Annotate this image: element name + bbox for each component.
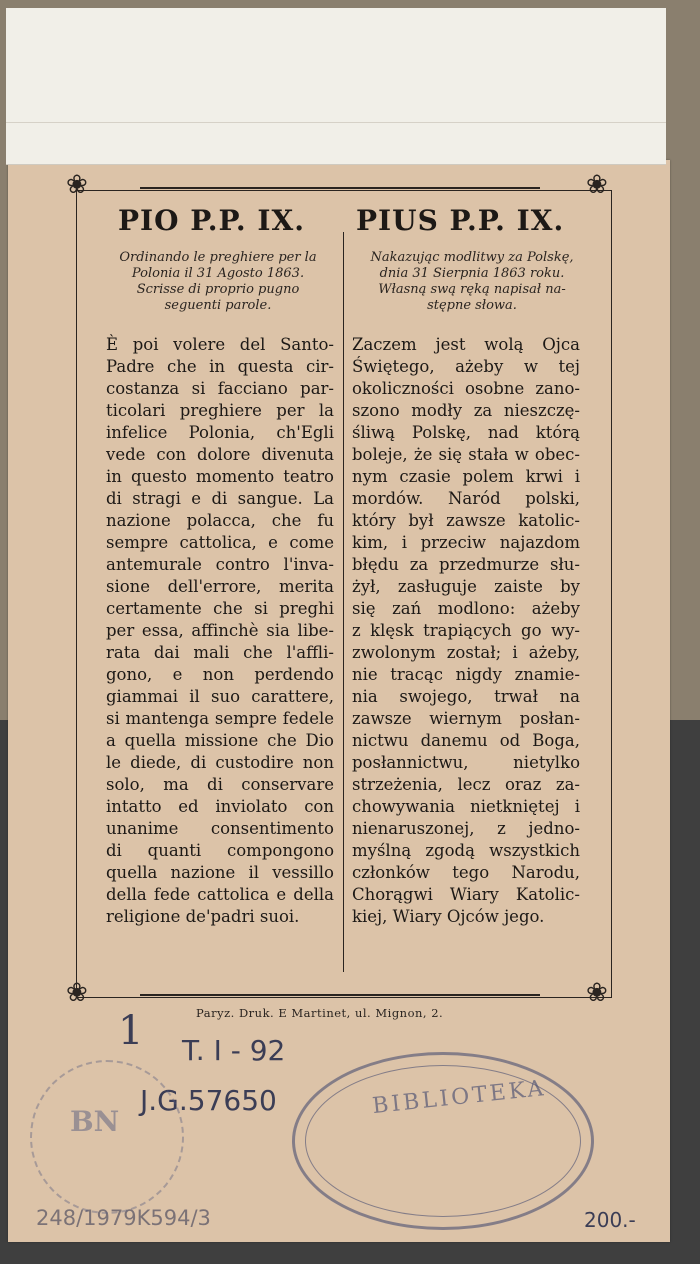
handwritten-catalog-number: 248/1979K594/3 xyxy=(36,1206,211,1230)
right-body-line: kiej, Wiary Ojców jego. xyxy=(352,907,545,926)
left-body-line: sempre cattolica, e come xyxy=(106,533,334,552)
bottom-rule xyxy=(140,994,540,996)
tape-crease xyxy=(6,122,666,123)
right-body-line: członków tego Narodu, xyxy=(352,863,580,882)
right-body-line: nienaruszonej, z jedno- xyxy=(352,819,580,838)
left-body-line: di quanti compongono xyxy=(106,841,334,860)
left-subtitle-line: seguenti parole. xyxy=(164,298,272,313)
right-body-line: Chorągwi Wiary Katolic- xyxy=(352,885,580,904)
right-body-line: mordów. Naród polski, xyxy=(352,489,580,508)
left-body-line: Padre che in questa cir- xyxy=(106,357,334,376)
right-body-line: posłannictwu, nietylko xyxy=(352,753,580,772)
left-body-line: costanza si facciano par- xyxy=(106,379,334,398)
right-body-line: szono modły za nieszczę- xyxy=(352,401,580,420)
left-body-line: È poi volere del Santo- xyxy=(106,335,334,354)
right-body-line: z klęsk trapiących go wy- xyxy=(352,621,580,640)
left-subtitle-line: Polonia il 31 Agosto 1863. xyxy=(131,266,305,281)
right-body-line: boleje, że się stała w obec- xyxy=(352,445,580,464)
left-body-line: rata dai mali che l'affli- xyxy=(106,643,334,662)
right-subtitle xyxy=(348,250,596,314)
right-subtitle-line: Nakazując modlitwy za Polskę, xyxy=(370,250,574,265)
library-oval-stamp xyxy=(292,1052,594,1230)
left-body-line: religione de'padri suoi. xyxy=(106,907,300,926)
right-body-line: który był zawsze katolic- xyxy=(352,511,580,530)
right-body-line: Zaczem jest wolą Ojca xyxy=(352,335,580,354)
handwritten-price: 200.- xyxy=(584,1208,636,1232)
right-body-line: nie tracąc nigdy znamie- xyxy=(352,665,580,684)
right-body-line: chowywania nietkniętej i xyxy=(352,797,580,816)
right-body-line: myślną zgodą wszystkich xyxy=(352,841,580,860)
right-subtitle-line: dnia 31 Sierpnia 1863 roku. xyxy=(379,266,565,281)
handwritten-shelfmark: T. I - 92 xyxy=(182,1034,286,1067)
left-body-line: per essa, affinchè sia libe- xyxy=(106,621,334,640)
top-rule xyxy=(140,187,540,189)
left-body-line: intatto ed inviolato con xyxy=(106,797,334,816)
left-body-line: nazione polacca, che fu xyxy=(106,511,334,530)
column-divider xyxy=(343,232,344,972)
left-body-line: della fede cattolica e della xyxy=(106,885,334,904)
left-body-line: antemurale contro l'inva- xyxy=(106,555,334,574)
left-body-line: sione dell'errore, merita xyxy=(106,577,334,596)
right-body-line: zwolonym został; i ażeby, xyxy=(352,643,580,662)
left-body-line: gono, e non perdendo xyxy=(106,665,334,684)
left-subtitle-line: Scrisse di proprio pugno xyxy=(136,282,300,297)
right-body-line: Świętego, ażeby w tej xyxy=(352,357,580,376)
right-body-line: się zań modlono: ażeby xyxy=(352,599,580,618)
handwritten-numeral: 1 xyxy=(118,1008,144,1054)
right-body-line: błędu za przedmurze słu- xyxy=(352,555,580,574)
left-body-line: giammai il suo carattere, xyxy=(106,687,334,706)
printer-imprint: Paryz. Druk. E Martinet, ul. Mignon, 2. xyxy=(196,1006,444,1020)
left-subtitle xyxy=(100,250,336,314)
right-body-line: nym czasie polem krwi i xyxy=(352,467,580,486)
corner-ornament-top-right: ❀ xyxy=(586,170,608,200)
right-body-line: kim, i przeciw najazdom xyxy=(352,533,580,552)
handwritten-inventory: J.G.57650 xyxy=(140,1084,277,1117)
right-body-line: nia swojego, trwał na xyxy=(352,687,580,706)
corner-ornament-top-left: ❀ xyxy=(66,170,88,200)
left-body-line: unanime consentimento xyxy=(106,819,334,838)
right-subtitle-line: Własną swą ręką napisał na- xyxy=(378,282,566,297)
corner-ornament-bottom-left: ❀ xyxy=(66,978,88,1008)
right-body-line: zawsze wiernym posłan- xyxy=(352,709,580,728)
oval-stamp-text: BIBLIOTEKA xyxy=(371,1075,548,1120)
corner-ornament-bottom-right: ❀ xyxy=(586,978,608,1008)
right-body xyxy=(352,334,580,928)
left-body xyxy=(106,334,334,928)
right-body-line: nictwu danemu od Boga, xyxy=(352,731,580,750)
left-body-line: a quella missione che Dio xyxy=(106,731,334,750)
left-body-line: di stragi e di sangue. La xyxy=(106,489,334,508)
right-body-line: śliwą Polskę, nad którą xyxy=(352,423,580,442)
right-subtitle-line: stępne słowa. xyxy=(427,298,517,313)
left-body-line: in questo momento teatro xyxy=(106,467,334,486)
left-body-line: ticolari preghiere per la xyxy=(106,401,334,420)
left-body-line: vede con dolore divenuta xyxy=(106,445,334,464)
left-body-line: infelice Polonia, ch'Egli xyxy=(106,423,334,442)
left-body-line: le diede, di custodire non xyxy=(106,753,334,772)
left-body-line: certamente che si preghi xyxy=(106,599,334,618)
left-subtitle-line: Ordinando le preghiere per la xyxy=(119,250,317,265)
right-body-line: okoliczności osobne zano- xyxy=(352,379,580,398)
left-body-line: si mantenga sempre fedele xyxy=(106,709,334,728)
left-title: PIO P.P. IX. xyxy=(118,204,305,237)
right-title: PIUS P.P. IX. xyxy=(356,204,565,237)
left-body-line: solo, ma di conservare xyxy=(106,775,334,794)
right-body-line: strzeżenia, lecz oraz za- xyxy=(352,775,580,794)
round-stamp-text: BN xyxy=(70,1105,120,1138)
mounting-tape xyxy=(6,8,666,165)
left-body-line: quella nazione il vessillo xyxy=(106,863,334,882)
right-body-line: żył, zasługuje zaiste by xyxy=(352,577,580,596)
